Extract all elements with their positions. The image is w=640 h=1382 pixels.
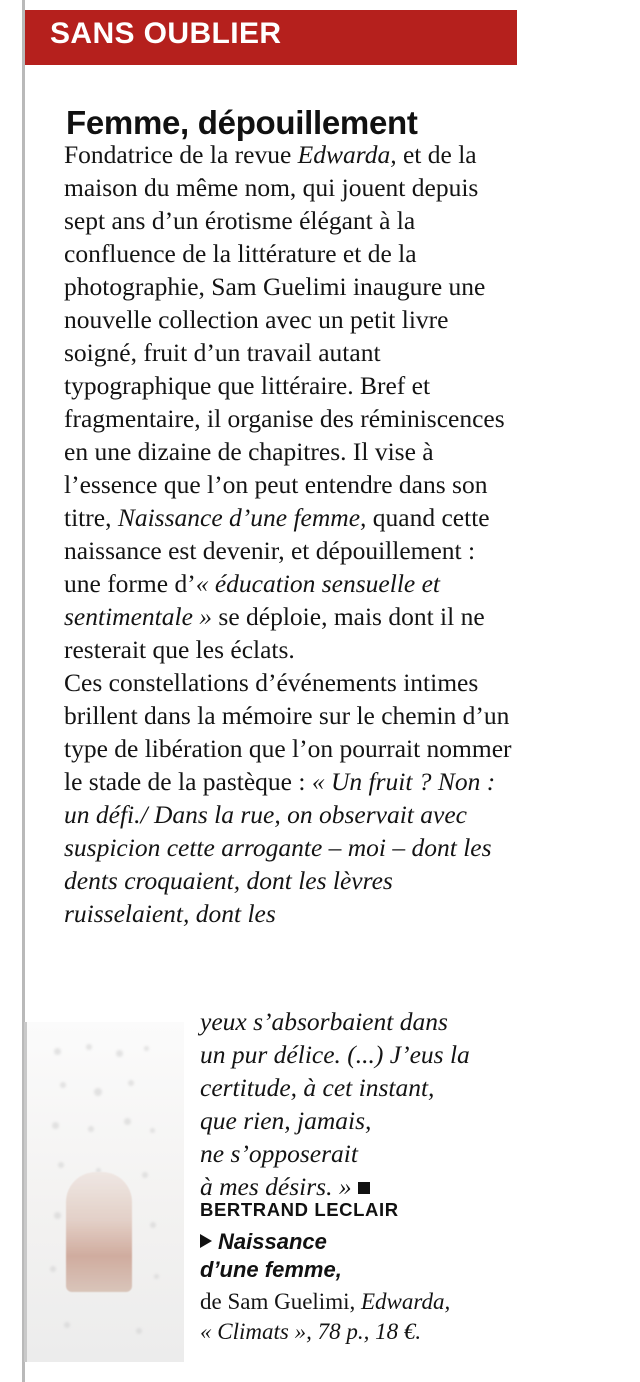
book-title-line-2: d’une femme,	[200, 1257, 342, 1282]
book-reference-meta	[200, 1287, 510, 1347]
article-body	[64, 138, 516, 930]
section-kicker-label: SANS OUBLIER	[50, 17, 282, 50]
article-body-wrapped-tail	[200, 1005, 500, 1203]
review-name: Edwarda,	[297, 140, 397, 169]
triangle-bullet-icon	[200, 1234, 212, 1248]
article-headline: Femme, dépouillement	[66, 104, 418, 142]
book-reference-title	[200, 1228, 510, 1256]
book-pages-price: , 78 p., 18 €.	[306, 1319, 422, 1344]
book-publisher: Edwarda,	[360, 1289, 451, 1314]
book-reference	[200, 1228, 510, 1347]
book-excerpt: « Un fruit ? Non : un défi./ Dans la rue, on observait avec suspicion cette arrogante – moi – dont les dents croquaient, dont les lèvres ruisselaient, dont les	[64, 767, 496, 928]
body-paragraph-2: Ces constellations d’événements intimes brillent dans la mémoire sur le chemin d’un type de libération que l’on pourrait nommer le stade de la pastèque : « Un fruit ? Non : un défi./ Dans la rue, on observait avec suspicion cette arrogante – moi – dont les dents croquaient, dont les lèvres ruisselaient, dont les	[64, 668, 512, 928]
book-title-line-1: Naissance	[218, 1229, 327, 1254]
photo-subject	[66, 1172, 132, 1292]
book-author: de Sam Guelimi,	[200, 1289, 361, 1314]
inline-quote: « éducation sensuelle et sentimentale »	[64, 569, 441, 631]
article-byline: BERTRAND LECLAIR	[200, 1199, 399, 1220]
book-title-inline: Naissance d’une femme,	[117, 503, 367, 532]
quote-tail-line: yeux s’absorbaient dans	[200, 1007, 448, 1036]
end-of-article-mark	[358, 1182, 370, 1194]
body-paragraph-1: Fondatrice de la revue Edwarda, et de la maison du même nom, qui jouent depuis sept ans d’un érotisme élégant à la confluence de la littérature et de la photographie, Sam Guelimi inaugure une nouvelle collection avec un petit livre soigné, fruit d’un travail autant typographique que littéraire. Bref et fragmentaire, il organise des réminiscences en une dizaine de chapitres. Il vise à l’essence que l’on peut entendre dans son titre, Naissance d’une femme, quand cette naissance est devenir, et dépouillement : une forme d’« éducation sensuelle et sentimentale » se déploie, mais dont il ne resterait que les éclats.	[64, 140, 505, 664]
book-collection: « Climats »	[200, 1319, 307, 1344]
quote-tail-line: certitude, à cet instant,	[200, 1073, 435, 1102]
quote-tail-line: que rien, jamais,	[200, 1106, 372, 1135]
quote-tail-line-text: à mes désirs. »	[200, 1172, 352, 1201]
quote-tail-line: un pur délice. (...) J’eus la	[200, 1040, 470, 1069]
article-photo	[24, 1022, 184, 1362]
quote-tail-line: ne s’opposerait	[200, 1139, 358, 1168]
